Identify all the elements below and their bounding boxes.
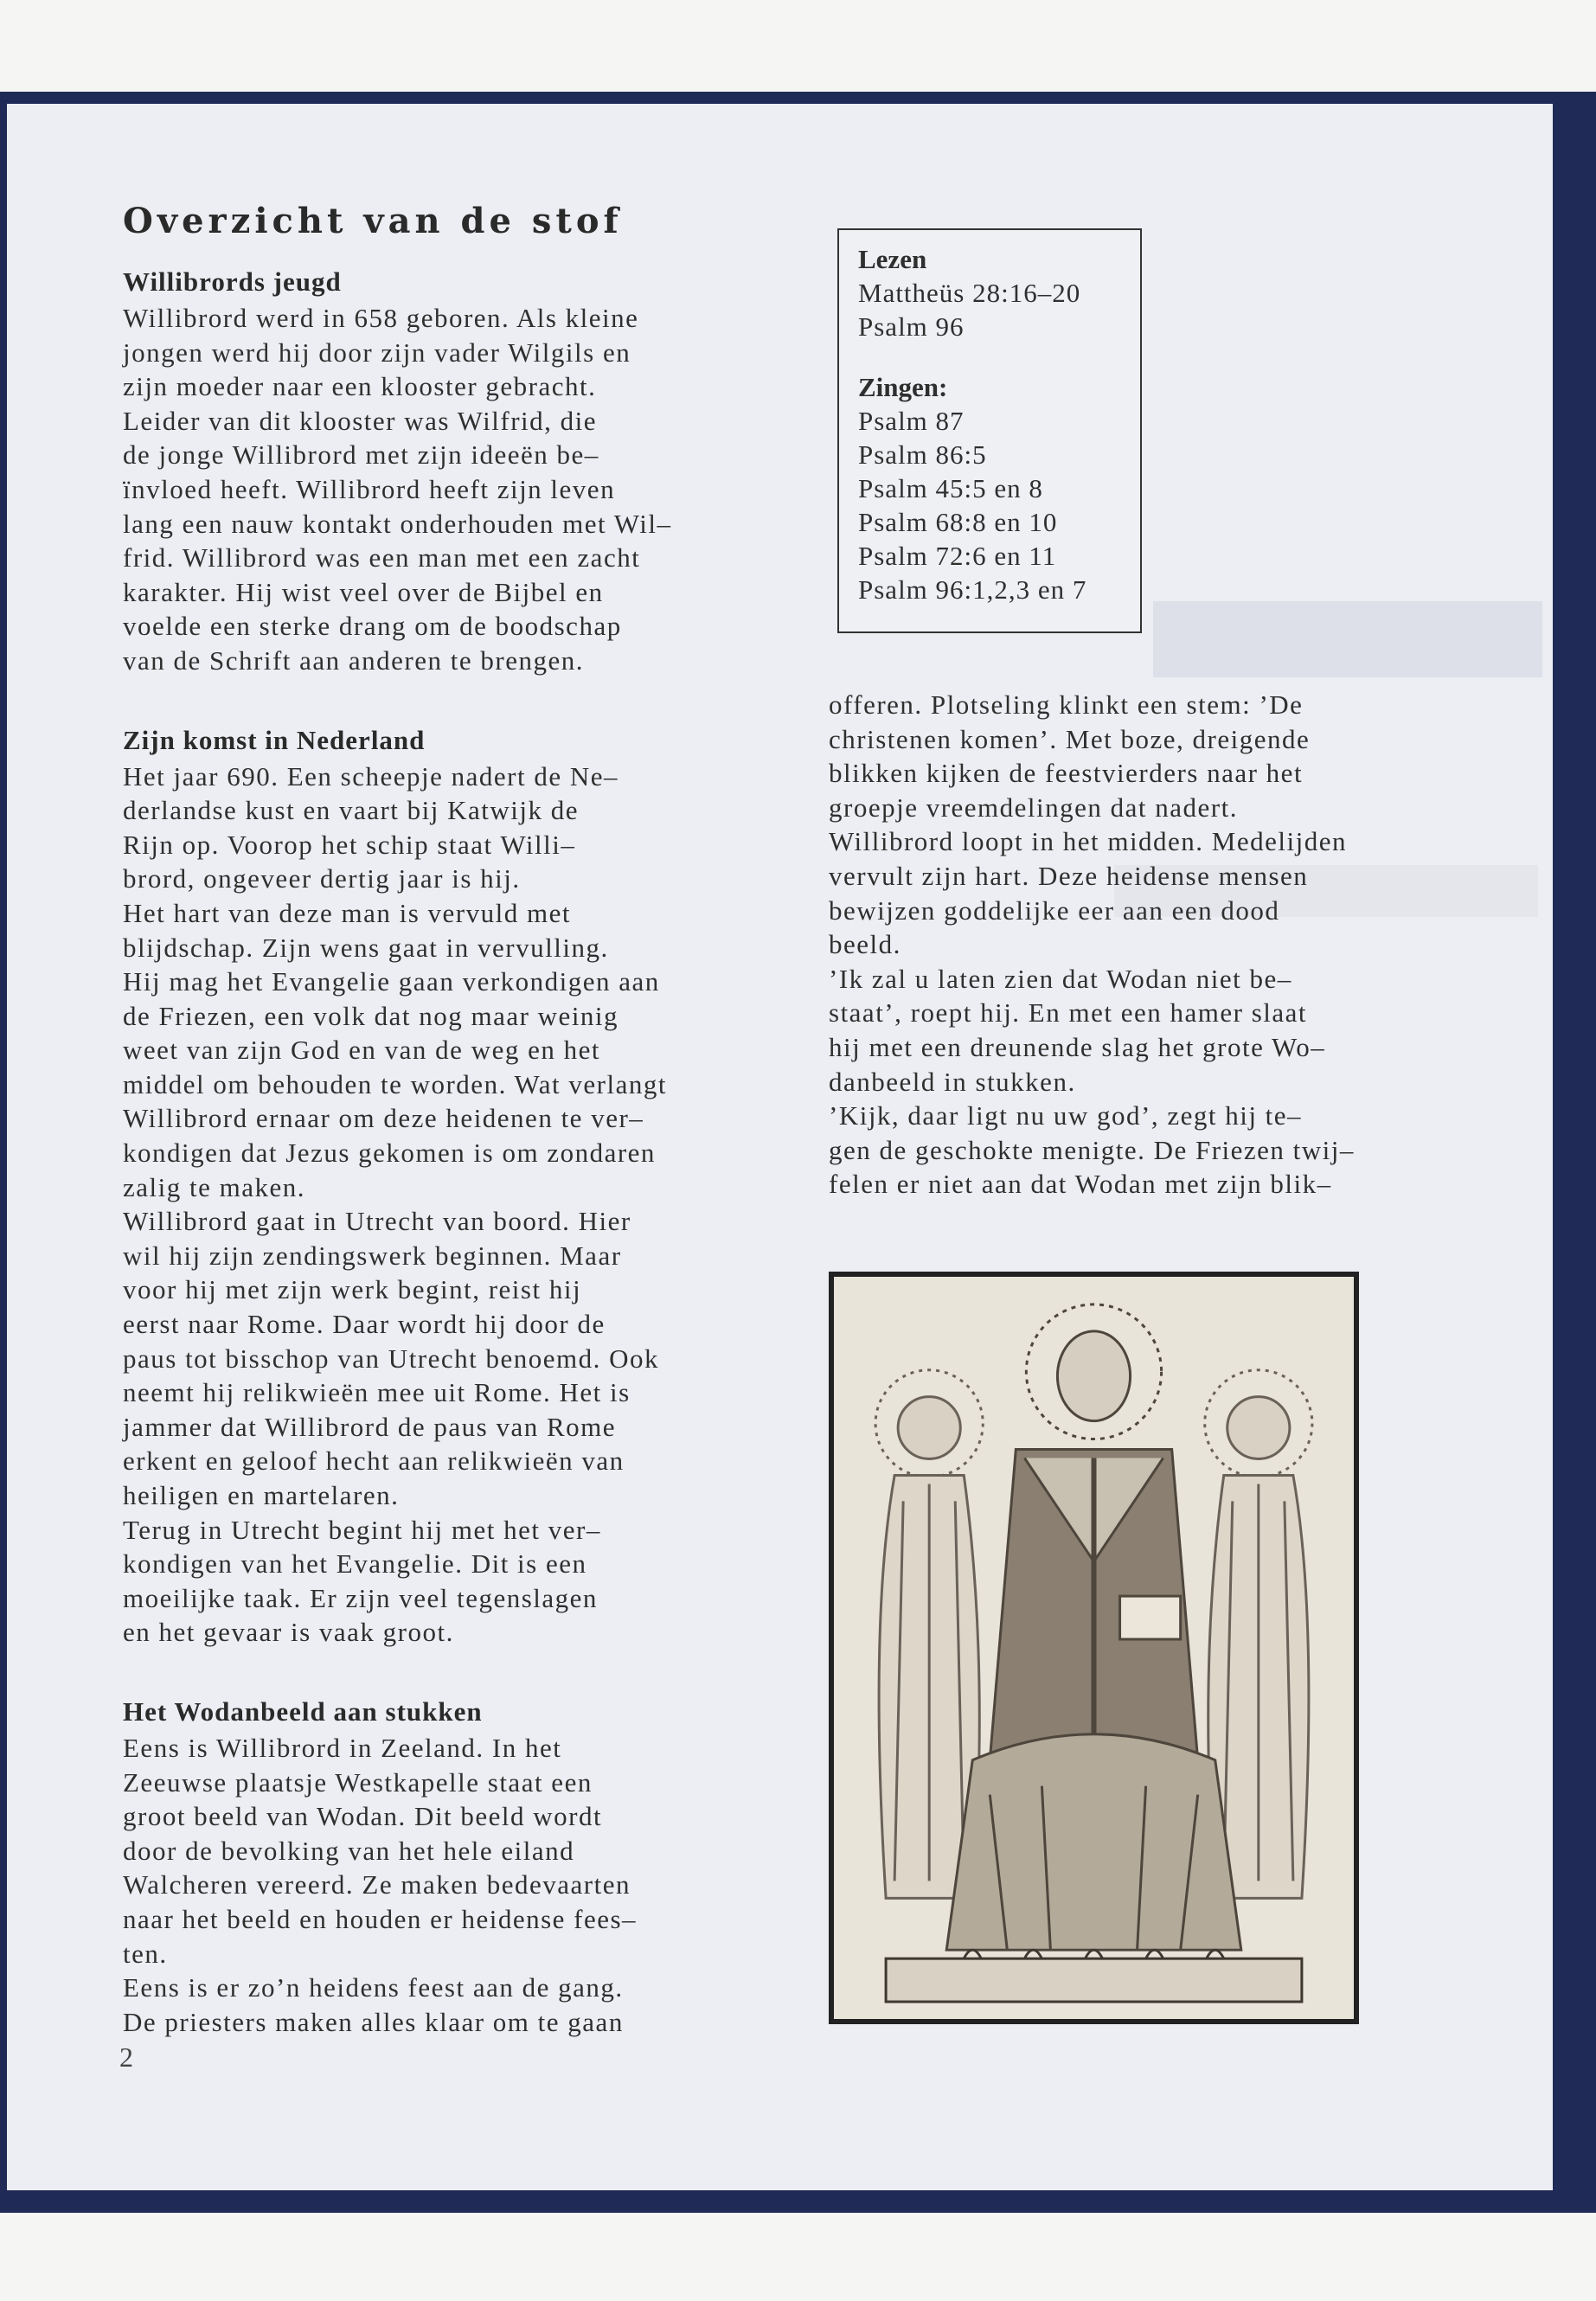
binder-edge-top <box>0 92 1596 104</box>
zingen-item: Psalm 87 <box>858 406 965 436</box>
manuscript-illustration <box>829 1272 1359 2024</box>
binder-edge-left <box>0 92 7 2213</box>
throne-base <box>886 1950 1302 2002</box>
show-through-band <box>1153 601 1542 677</box>
section-heading-jeugd: Willibrords jeugd <box>123 266 342 297</box>
lezen-item: Psalm 96 <box>858 311 965 342</box>
zingen-item: Psalm 86:5 <box>858 439 987 470</box>
left-column <box>123 265 763 2039</box>
zingen-item: Psalm 68:8 en 10 <box>858 507 1058 537</box>
reading-box <box>837 228 1142 633</box>
zingen-heading: Zingen: <box>858 372 948 402</box>
lezen-item: Mattheüs 28:16–20 <box>858 278 1081 308</box>
bishop-with-angels-drawing <box>834 1277 1354 2019</box>
page-title: Overzicht van de stof <box>123 201 623 241</box>
binder-edge-bottom <box>0 2190 1596 2213</box>
right-column-text: offeren. Plotseling klinkt een stem: ’De christenen komen’. Met boze, dreigende blikken kijken de feestvierders naar het groepje vreemdelingen dat nadert. Willibrord loopt in het midden. Medelijden vervult zijn hart. Deze heidense mensen bewijzen goddelijke eer aan een dood beeld. ’Ik zal u laten zien dat Wodan niet be– staat’, roept hij. En met een hamer slaat hij met een dreunende slag het grote Wo– danbeeld in stukken. ’Kijk, daar ligt nu uw god’, zegt hij te– gen de geschokte menigte. De Friezen twij– felen er niet aan dat Wodan met zijn blik– <box>829 689 1355 1200</box>
zingen-item: Psalm 72:6 en 11 <box>858 541 1057 571</box>
section-text-komst: Het jaar 690. Een scheepje nadert de Ne– derlandse kust en vaart bij Katwijk de Rijn op. Voorop het schip staat Willi– brord, ongeveer dertig jaar is hij. Het hart van deze man is vervuld met blijdschap. Zijn wens gaat in vervulling. Hij mag het Evangelie gaan verkondigen aan de Friezen, een volk dat nog maar weinig weet van zijn God en van de weg en het middel om behouden te worden. Wat verlangt Willibrord ernaar om deze heidenen te ver– kondigen dat Jezus gekomen is om zondaren zalig te maken. Willibrord gaat in Utrecht van boord. Hier wil hij zijn zendingswerk beginnen. Maar voor hij met zijn werk begint, reist hij eerst naar Rome. Daar wordt hij door de paus tot bisschop van Utrecht benoemd. Ook neemt hij relikwieën mee uit Rome. Het is jammer dat Willibrord de paus van Rome erkent en geloof hecht aan relikwieën van heiligen en martelaren. Terug in Utrecht begint hij met het ver– kondigen van het Evangelie. Dit is een moeilijke taak. Er zijn veel tegenslagen en het gevaar is vaak groot. <box>123 760 667 1648</box>
zingen-item: Psalm 45:5 en 8 <box>858 473 1043 503</box>
section-heading-wodanbeeld: Het Wodanbeeld aan stukken <box>123 1695 483 1727</box>
section-text-jeugd: Willibrord werd in 658 geboren. Als kleine jongen werd hij door zijn vader Wilgils en zijn moeder naar een klooster gebracht. Leider van dit klooster was Wilfrid, die de jonge Willibrord met zijn ideeën be– ïnvloed heeft. Willibrord heeft zijn leven lang een nauw kontakt onderhouden met Wil– frid. Willibrord was een man met een zacht karakter. Hij wist veel over de Bijbel en voelde een sterke drang om de boodschap van de Schrift aan anderen te brengen. <box>123 303 672 676</box>
lezen-heading: Lezen <box>858 244 927 274</box>
binder-edge-right <box>1553 92 1596 2213</box>
section-text-wodanbeeld: Eens is Willibrord in Zeeland. In het Zeeuwse plaatsje Westkapelle staat een groot beeld van Wodan. Dit beeld wordt door de bevolking van het hele eiland Walcheren vereerd. Ze maken bedevaarten naar het beeld en houden er heidense fees– ten. Eens is er zo’n heidens feest aan de gang. De priesters maken alles klaar om te gaan <box>123 1732 638 2037</box>
section-heading-komst: Zijn komst in Nederland <box>123 724 426 755</box>
page-number: 2 <box>119 2041 133 2073</box>
right-column <box>829 688 1434 1202</box>
zingen-item: Psalm 96:1,2,3 en 7 <box>858 574 1087 605</box>
